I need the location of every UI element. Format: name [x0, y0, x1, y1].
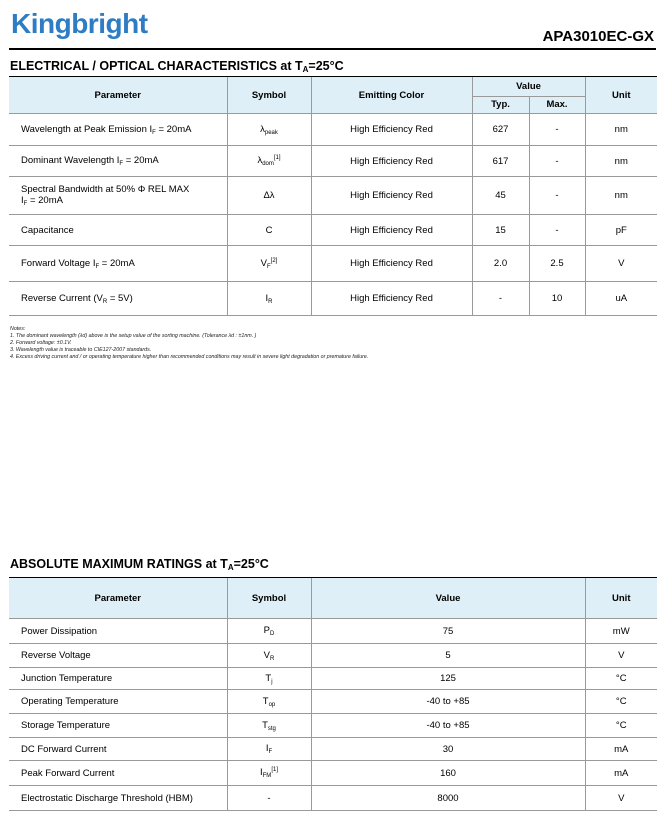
unit-cell: V — [585, 644, 657, 668]
col-header-unit: Unit — [585, 77, 657, 114]
parameter-text: Spectral Bandwidth at 50% Φ REL MAX — [21, 184, 190, 195]
symbol-subscript: F — [267, 263, 271, 270]
value-cell: 125 — [311, 668, 585, 690]
parameter-line — [21, 225, 226, 236]
parameter-cell — [9, 177, 227, 215]
table-row — [9, 644, 657, 668]
symbol-subscript: peak — [264, 129, 278, 136]
symbol-text: T — [262, 695, 269, 707]
symbol-subscript: op — [268, 701, 276, 708]
symbol-cell — [227, 177, 311, 215]
max-value-cell: - — [529, 146, 585, 177]
parameter-text: Reverse Current (V — [21, 292, 103, 304]
symbol-cell — [227, 690, 311, 714]
symbol-subscript: j — [271, 678, 273, 685]
parameter-cell — [9, 282, 227, 316]
parameter-condition: = 20mA — [123, 155, 159, 166]
unit-cell: mA — [585, 761, 657, 786]
unit-cell: nm — [585, 146, 657, 177]
symbol-text: I — [260, 767, 263, 778]
parameter-line — [21, 184, 226, 195]
typ-value-cell: 627 — [472, 114, 529, 146]
parameter-cell: Operating Temperature — [9, 690, 227, 714]
note-3: 3. Wavelength value is traceable to CIE127-2007 standards. — [10, 347, 152, 353]
emitting-color-cell: High Efficiency Red — [311, 246, 472, 282]
part-number: APA3010EC-GX — [542, 28, 654, 45]
note-1: 1. The dominant wavelength (λd) above is the setup value of the sorting machine. (Tolerance λd : ±1nm. ) — [10, 333, 257, 339]
parameter-text: Dominant Wavelength I — [21, 155, 120, 166]
unit-cell: nm — [585, 177, 657, 215]
symbol-subscript: FM — [262, 773, 272, 779]
header-divider — [9, 48, 656, 50]
symbol-cell — [227, 246, 311, 282]
parameter-line — [21, 195, 226, 207]
amr-col-header-symbol: Symbol — [227, 578, 311, 619]
symbol-note-ref: [1] — [271, 767, 278, 773]
value-cell: 30 — [311, 738, 585, 761]
note-2: 2. Forward voltage: ±0.1V. — [10, 340, 72, 346]
amr-col-header-parameter: Parameter — [9, 578, 227, 619]
parameter-subscript: F — [119, 161, 124, 167]
typ-value-cell: 2.0 — [472, 246, 529, 282]
symbol-cell — [227, 738, 311, 761]
parameter-subscript: F — [95, 263, 100, 270]
table-row — [9, 690, 657, 714]
parameter-line — [21, 293, 226, 305]
symbol-subscript: stg — [267, 725, 276, 732]
unit-cell: °C — [585, 668, 657, 690]
parameter-cell: Storage Temperature — [9, 714, 227, 738]
col-header-emitting-color: Emitting Color — [311, 77, 472, 114]
parameter-subscript: R — [102, 298, 108, 305]
table-row — [9, 177, 657, 215]
unit-cell: °C — [585, 714, 657, 738]
symbol-text: V — [263, 649, 270, 661]
table-row — [9, 282, 657, 316]
brand-logo: Kingbright — [11, 8, 148, 39]
parameter-cell: Reverse Voltage — [9, 644, 227, 668]
symbol-text: P — [263, 625, 270, 636]
symbol-subscript: R — [268, 298, 273, 305]
amr-col-header-value: Value — [311, 578, 585, 619]
symbol-subscript: F — [268, 749, 273, 755]
unit-cell: pF — [585, 215, 657, 246]
emitting-color-cell: High Efficiency Red — [311, 282, 472, 316]
value-cell: 160 — [311, 761, 585, 786]
symbol-cell — [227, 619, 311, 644]
parameter-condition: = 20mA — [99, 257, 135, 269]
note-heading: Notes: — [10, 326, 26, 332]
unit-cell: nm — [585, 114, 657, 146]
parameter-subscript: F — [152, 129, 156, 136]
symbol-cell — [227, 714, 311, 738]
unit-cell: °C — [585, 690, 657, 714]
max-value-cell: - — [529, 215, 585, 246]
emitting-color-cell: High Efficiency Red — [311, 146, 472, 177]
symbol-subscript: R — [270, 655, 275, 662]
parameter-text: Wavelength at Peak Emission I — [21, 123, 153, 135]
parameter-line — [21, 124, 226, 136]
symbol-text: λ — [257, 155, 263, 166]
max-value-cell: - — [529, 114, 585, 146]
table-row — [9, 668, 657, 690]
value-cell: 8000 — [311, 786, 585, 811]
symbol-subscript: dom — [262, 161, 274, 167]
emitting-color-cell: High Efficiency Red — [311, 177, 472, 215]
typ-value-cell: 617 — [472, 146, 529, 177]
unit-cell: mA — [585, 738, 657, 761]
symbol-note-ref: [1] — [273, 155, 281, 161]
parameter-cell — [9, 215, 227, 246]
symbol-cell — [227, 644, 311, 668]
table-row — [9, 114, 657, 146]
parameter-cell: Power Dissipation — [9, 619, 227, 644]
table-row — [9, 246, 657, 282]
table-row — [9, 146, 657, 177]
parameter-cell: Electrostatic Discharge Threshold (HBM) — [9, 786, 227, 811]
symbol-text: T — [265, 672, 272, 684]
parameter-cell: DC Forward Current — [9, 738, 227, 761]
table-row — [9, 738, 657, 761]
value-cell: -40 to +85 — [311, 690, 585, 714]
note-4: 4. Excess driving current and / or operating temperature higher than recommended conditions may result in severe light degradation or premature failure. — [10, 354, 369, 360]
max-value-cell: 10 — [529, 282, 585, 316]
table-row — [9, 761, 657, 786]
parameter-condition: = 20mA — [27, 195, 63, 206]
symbol-cell — [227, 786, 311, 811]
symbol-cell — [227, 668, 311, 690]
typ-value-cell: 45 — [472, 177, 529, 215]
symbol-text: - — [267, 792, 271, 804]
symbol-text: Δλ — [263, 190, 275, 201]
symbol-text: T — [262, 719, 268, 731]
parameter-text: Capacitance — [21, 224, 74, 236]
typ-value-cell: 15 — [472, 215, 529, 246]
value-cell: 75 — [311, 619, 585, 644]
symbol-text: V — [260, 257, 267, 269]
symbol-cell — [227, 146, 311, 177]
eo-notes — [10, 326, 368, 361]
table-row — [9, 215, 657, 246]
parameter-cell — [9, 146, 227, 177]
parameter-condition: = 20mA — [155, 123, 192, 135]
amr-col-header-unit: Unit — [585, 578, 657, 619]
emitting-color-cell: High Efficiency Red — [311, 215, 472, 246]
table-row — [9, 619, 657, 644]
absolute-max-ratings-table — [9, 577, 657, 811]
parameter-cell: Junction Temperature — [9, 668, 227, 690]
parameter-cell — [9, 114, 227, 146]
parameter-line — [21, 155, 226, 167]
eo-characteristics-table — [9, 76, 657, 316]
unit-cell: V — [585, 246, 657, 282]
symbol-subscript: D — [270, 631, 275, 637]
table-row — [9, 714, 657, 738]
col-header-symbol: Symbol — [227, 77, 311, 114]
parameter-cell — [9, 246, 227, 282]
parameter-subscript: F — [23, 201, 28, 207]
symbol-text: I — [265, 743, 269, 754]
max-value-cell: - — [529, 177, 585, 215]
value-cell: -40 to +85 — [311, 714, 585, 738]
symbol-cell — [227, 114, 311, 146]
parameter-line — [21, 258, 226, 270]
symbol-text: I — [265, 292, 269, 304]
symbol-text: C — [265, 224, 273, 236]
parameter-text: I — [21, 195, 24, 206]
max-value-cell: 2.5 — [529, 246, 585, 282]
symbol-cell — [227, 761, 311, 786]
parameter-condition: = 5V) — [107, 292, 133, 304]
unit-cell: V — [585, 786, 657, 811]
col-header-typ: Typ. — [472, 96, 529, 113]
col-header-parameter: Parameter — [9, 77, 227, 114]
unit-cell: uA — [585, 282, 657, 316]
typ-value-cell: - — [472, 282, 529, 316]
col-header-value: Value — [472, 77, 585, 97]
emitting-color-cell: High Efficiency Red — [311, 114, 472, 146]
symbol-cell — [227, 282, 311, 316]
table-row — [9, 786, 657, 811]
parameter-text: Forward Voltage I — [21, 257, 96, 269]
symbol-text: λ — [260, 123, 265, 135]
eo-section-title: ELECTRICAL / OPTICAL CHARACTERISTICS at $T_A=25^\circ C$ — [10, 59, 344, 74]
col-header-max: Max. — [529, 96, 585, 113]
symbol-note-ref: [2] — [270, 257, 278, 264]
value-cell: 5 — [311, 644, 585, 668]
unit-cell: mW — [585, 619, 657, 644]
symbol-cell — [227, 215, 311, 246]
amr-section-title: ABSOLUTE MAXIMUM RATINGS at $T_A=25^\circ C$ — [10, 557, 269, 572]
parameter-cell: Peak Forward Current — [9, 761, 227, 786]
